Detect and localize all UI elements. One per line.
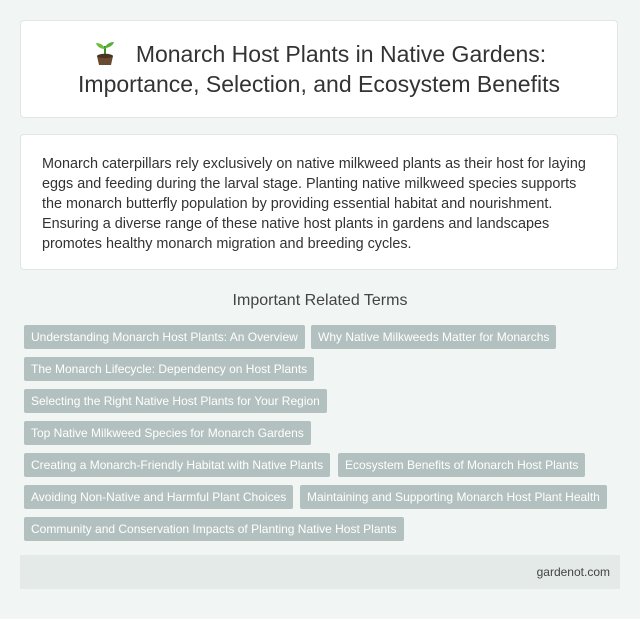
footer [20, 555, 620, 589]
term-tag[interactable]: Creating a Monarch-Friendly Habitat with Native Plants [24, 453, 330, 477]
term-tag[interactable]: Ecosystem Benefits of Monarch Host Plants [338, 453, 585, 477]
term-tag[interactable]: Understanding Monarch Host Plants: An Overview [24, 325, 305, 349]
footer-site: gardenot.com [536, 565, 610, 579]
related-terms-heading: Important Related Terms [232, 292, 408, 309]
term-tag[interactable]: Top Native Milkweed Species for Monarch Gardens [24, 421, 311, 445]
term-tag[interactable]: Avoiding Non-Native and Harmful Plant Choices [24, 485, 293, 509]
page-title [21, 39, 617, 99]
page-title-text: Monarch Host Plants in Native Gardens: Importance, Selection, and Ecosystem Benefits [78, 41, 560, 97]
intro-paragraph: Monarch caterpillars rely exclusively on native milkweed plants as their host for laying eggs and feeding during the larval stage. Planting native milkweed species supports the monarch butterfly population by providing essential habitat and nourishment. Ensuring a diverse range of these native host plants in gardens and landscapes promotes healthy monarch migration and breeding cycles. [42, 156, 586, 252]
term-tag[interactable]: Selecting the Right Native Host Plants for Your Region [24, 389, 327, 413]
term-tag[interactable]: The Monarch Lifecycle: Dependency on Host Plants [24, 357, 314, 381]
intro-card [20, 134, 618, 270]
term-tag[interactable]: Maintaining and Supporting Monarch Host Plant Health [300, 485, 607, 509]
term-tag[interactable]: Why Native Milkweeds Matter for Monarchs [311, 325, 556, 349]
sprout-icon [92, 40, 118, 66]
header-card [20, 20, 618, 118]
term-tag[interactable]: Community and Conservation Impacts of Planting Native Host Plants [24, 517, 404, 541]
